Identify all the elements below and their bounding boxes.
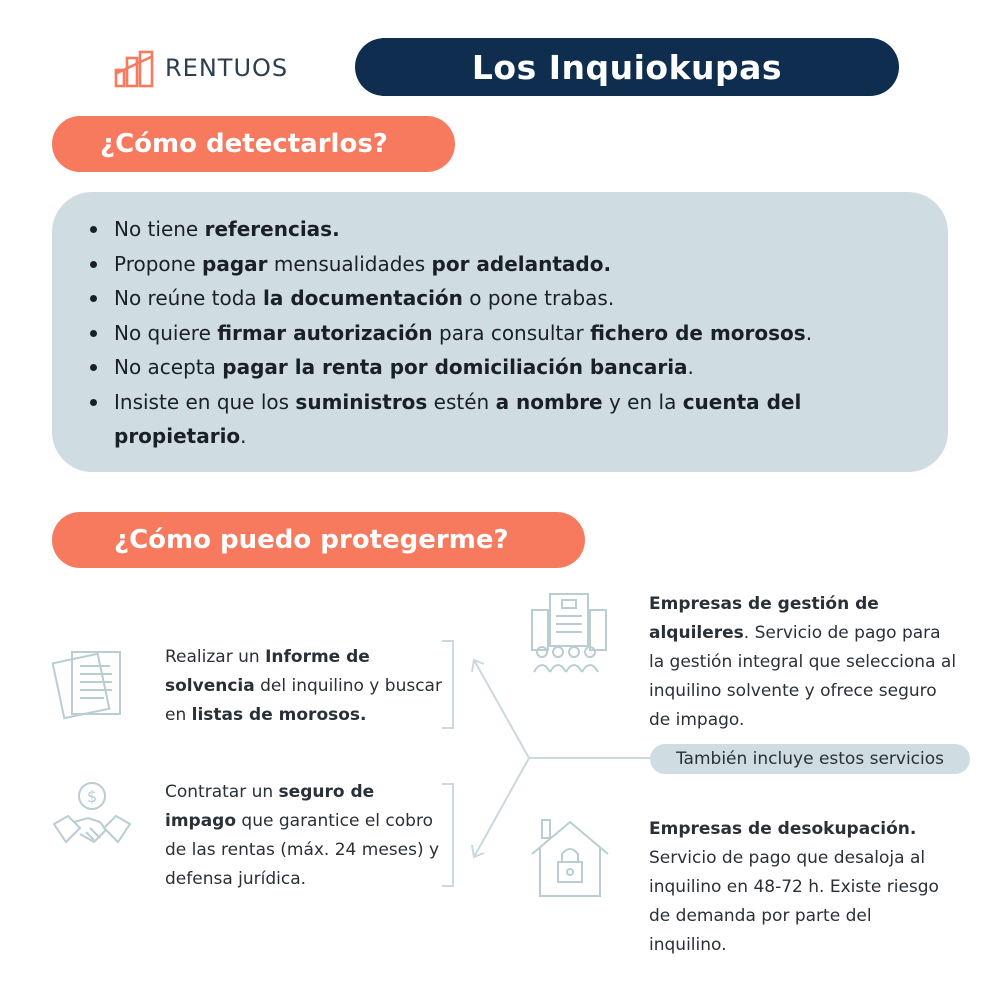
bold-text: la documentación [263,286,463,310]
page-title: Los Inquiokupas [355,38,899,96]
bold-text: seguro de impago [165,782,375,831]
bold-text: cuenta del propietario [114,389,802,448]
text: No reúne toda [114,286,264,310]
text: mensualidades [267,251,432,276]
text: que garantice el cobro de las rentas (máx. 24 meses) y defensa jurídica. [165,811,440,889]
text: para consultar [432,320,591,345]
bold-text: suministros [295,389,428,414]
text: . [687,355,694,379]
text: del inquilino y buscar en [165,676,442,725]
section-heading-detect: ¿Cómo detectarlos? [52,116,455,172]
solvency-report-text [165,643,455,730]
brand-name: RENTUOS [165,54,289,82]
text: . [805,320,813,345]
text: No acepta [114,355,223,379]
text: . Servicio de pago para la gestión integral que selecciona al inquilino solvente y ofrece seguro de impago. [649,623,957,730]
bold-text: pagar [202,251,268,276]
bold-text: Informe de solvencia [165,647,370,696]
text: Propone [114,251,202,276]
bold-text: referencias. [204,217,340,241]
text: o pone trabas. [462,286,615,310]
text: Contratar un [165,782,279,802]
documents-icon [52,646,130,724]
bold-text: fichero de morosos [590,320,806,345]
text: Insiste en que los [114,389,296,414]
house-lock-icon [528,816,612,900]
office-building-people-icon [528,590,610,676]
eviction-companies-text [649,815,949,960]
bold-text: a nombre [495,389,603,414]
text: No tiene [114,217,205,241]
text: y en la [602,389,683,414]
svg-text:$: $ [87,787,98,806]
bold-text: pagar la renta por domiciliación bancaria [222,355,688,379]
bold-text: Empresas de gestión de alquileres [649,594,879,643]
section-heading-protect: ¿Cómo puedo protegerme? [52,512,585,568]
includes-services-tag: También incluye estos servicios [650,744,970,774]
rental-management-text [649,590,959,735]
text: Servicio de pago que desaloja al inquilino en 48-72 h. Existe riesgo de demanda por parte del inquilino. [649,848,939,955]
bold-text: Empresas de desokupación. [649,819,917,839]
bold-text: listas de morosos. [191,705,367,725]
bold-text: firmar autorización [217,320,433,345]
text: Realizar un [165,647,266,667]
rent-insurance-text [165,778,440,894]
text: . [240,424,247,448]
text: estén [427,389,496,414]
bold-text: por adelantado. [431,251,612,276]
text: No quiere [114,320,218,345]
handshake-dollar-icon [50,778,134,862]
